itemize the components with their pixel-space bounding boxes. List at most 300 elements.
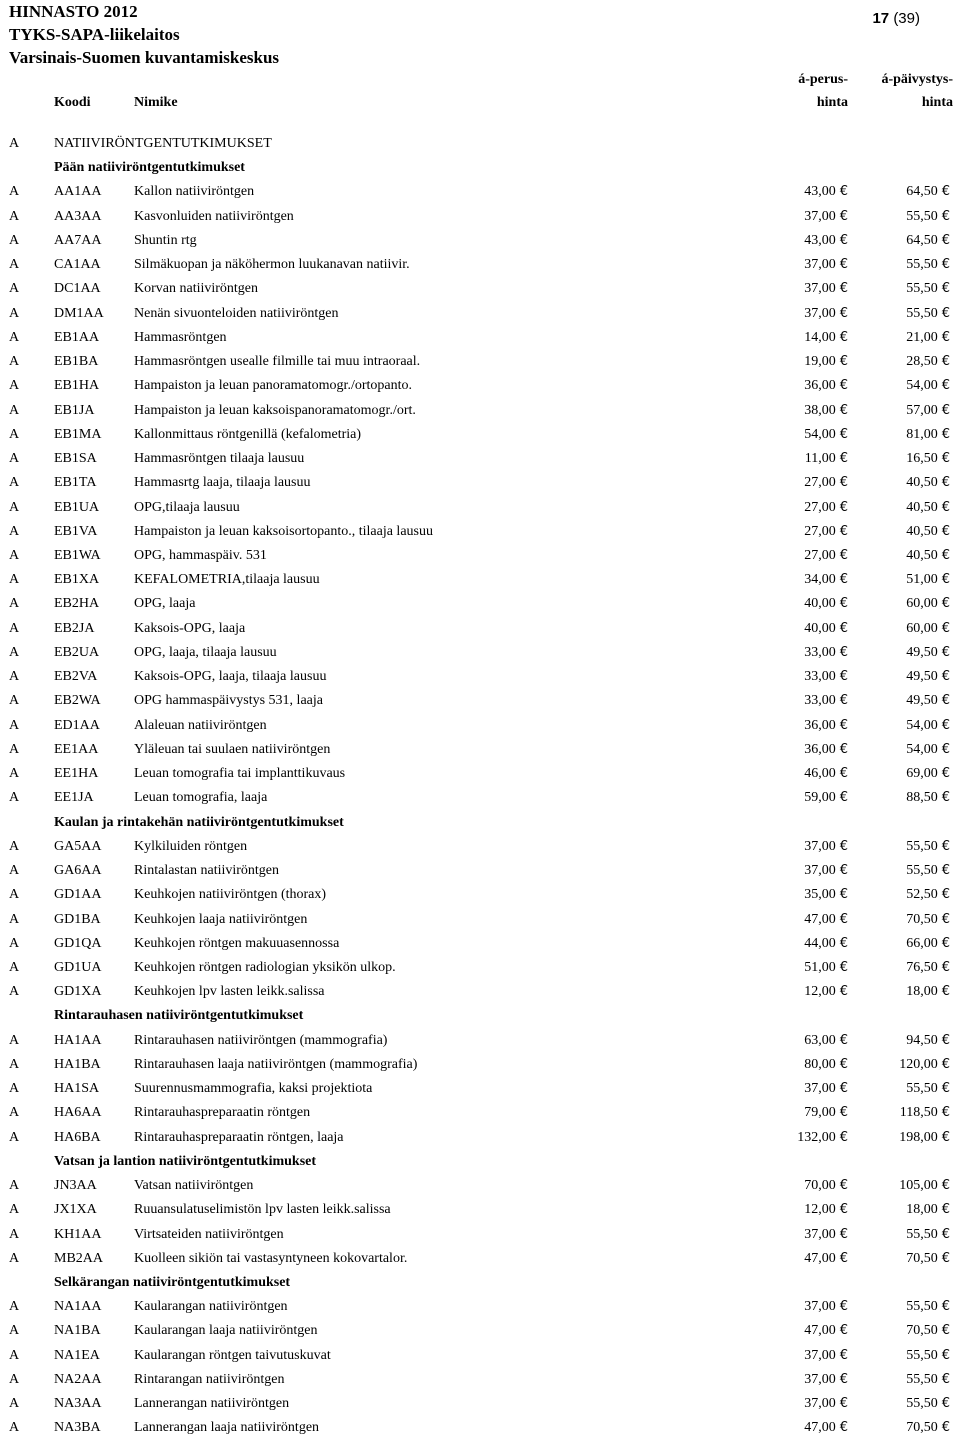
emergency-price [899,1174,950,1198]
item-name: Rintalastan natiiviröntgen [134,863,280,879]
category-letter: A [9,596,20,612]
emergency-price-value: 118,50 [899,1105,938,1121]
base-price-value: 132,00 [797,1129,836,1145]
item-code: GA6AA [54,863,102,879]
column-header-emergency-price [881,68,953,114]
emergency-price [906,302,950,326]
item-name: Kaksois-OPG, laaja [134,620,246,636]
item-code: AA7AA [54,232,102,248]
euro-symbol: € [941,232,950,248]
base-price-value: 37,00 [804,1226,836,1242]
emergency-price-value: 40,50 [906,475,938,491]
group-heading-row [0,156,960,180]
euro-symbol: € [839,1299,848,1315]
item-code: EB1WA [54,547,101,563]
euro-symbol: € [839,1032,848,1048]
base-price [804,1368,848,1392]
item-name: Keuhkojen natiiviröntgen (thorax) [134,887,327,903]
base-price-value: 44,00 [804,935,836,951]
category-letter: A [9,717,20,733]
emergency-price [906,229,950,253]
category-letter: A [9,766,20,782]
euro-symbol: € [839,1347,848,1363]
item-name: Hammasröntgen tilaaja lausuu [134,451,305,467]
category-letter: A [9,378,20,394]
emergency-price [906,520,950,544]
base-price [804,1247,848,1271]
table-row [0,1368,960,1392]
euro-symbol: € [941,475,950,491]
table-row [0,350,960,374]
item-name: Kallon natiiviröntgen [134,184,255,200]
euro-symbol: € [839,911,848,927]
euro-symbol: € [839,1420,848,1436]
item-code: JN3AA [54,1178,97,1194]
category-letter: A [9,911,20,927]
table-row [0,229,960,253]
base-price [804,617,848,641]
emergency-price [906,786,950,810]
emergency-price [906,205,950,229]
base-price [804,835,848,859]
euro-symbol: € [941,984,950,1000]
euro-symbol: € [839,790,848,806]
base-price [804,1416,848,1440]
euro-symbol: € [839,547,848,563]
item-name: OPG,tilaaja lausuu [134,499,240,515]
item-name: Lannerangan natiiviröntgen [134,1396,290,1412]
base-price [804,253,848,277]
item-code: GD1UA [54,959,102,975]
emergency-price [906,980,950,1004]
category-letter: A [9,523,20,539]
euro-symbol: € [941,620,950,636]
item-code: NA1AA [54,1299,102,1315]
base-price-value: 27,00 [804,547,836,563]
base-price-value: 51,00 [804,959,836,975]
base-price [804,786,848,810]
base-price [804,1295,848,1319]
base-price-value: 33,00 [804,669,836,685]
emergency-price-value: 55,50 [906,1396,938,1412]
category-letter: A [9,984,20,1000]
item-code: HA1SA [54,1081,100,1097]
base-price [804,471,848,495]
base-price [804,932,848,956]
item-name: Kaularangan laaja natiiviröntgen [134,1323,318,1339]
base-price-value: 37,00 [804,281,836,297]
item-name: Keuhkojen lpv lasten leikk.salissa [134,984,325,1000]
euro-symbol: € [941,1299,950,1315]
emergency-price [906,738,950,762]
base-price-value: 79,00 [804,1105,836,1121]
base-price-value: 11,00 [804,451,836,467]
base-price [804,277,848,301]
emergency-price [900,1101,950,1125]
item-name: Rintarangan natiiviröntgen [134,1371,285,1387]
base-price [804,762,848,786]
table-row [0,1126,960,1150]
group-heading-row [0,1150,960,1174]
emergency-price-value: 49,50 [906,644,938,660]
item-name: Hammasrtg laaja, tilaaja lausuu [134,475,311,491]
euro-symbol: € [839,305,848,321]
emergency-price-value: 66,00 [906,935,938,951]
item-code: EB1JA [54,402,95,418]
euro-symbol: € [839,426,848,442]
euro-symbol: € [941,1371,950,1387]
item-code: EB1VA [54,523,98,539]
emergency-price-value: 55,50 [906,838,938,854]
euro-symbol: € [839,693,848,709]
base-price [804,1344,848,1368]
emergency-price [906,641,950,665]
euro-symbol: € [941,1105,950,1121]
emergency-price [906,326,950,350]
category-letter: A [9,1323,20,1339]
category-letter: A [9,1202,20,1218]
euro-symbol: € [941,766,950,782]
euro-symbol: € [839,741,848,757]
document-header [9,0,279,69]
emergency-price-value: 51,00 [906,572,938,588]
base-price-value: 43,00 [804,232,836,248]
base-price [804,980,848,1004]
table-row [0,1198,960,1222]
item-name: Hampaiston ja leuan panoramatomogr./ortopanto. [134,378,412,394]
emergency-price [906,471,950,495]
emergency-price [906,180,950,204]
table-row [0,908,960,932]
category-letter: A [9,644,20,660]
table-row [0,883,960,907]
page-number [872,10,920,27]
euro-symbol: € [839,959,848,975]
base-price-value: 43,00 [804,184,836,200]
base-price-value: 37,00 [804,1081,836,1097]
item-name: OPG, laaja [134,596,196,612]
emergency-price-value: 60,00 [906,596,938,612]
euro-symbol: € [941,523,950,539]
euro-symbol: € [839,766,848,782]
emergency-price [906,496,950,520]
euro-symbol: € [839,281,848,297]
table-row [0,568,960,592]
euro-symbol: € [839,1129,848,1145]
table-row [0,277,960,301]
base-price-value: 37,00 [804,1347,836,1363]
header-department: Varsinais-Suomen kuvantamiskeskus [9,48,280,67]
table-row [0,1029,960,1053]
euro-symbol: € [839,184,848,200]
category-letter: A [9,1032,20,1048]
category-letter: A [9,1250,20,1266]
base-price-value: 27,00 [804,523,836,539]
emergency-price-value: 55,50 [906,305,938,321]
euro-symbol: € [941,596,950,612]
category-letter: A [9,257,20,273]
base-price [804,1053,848,1077]
item-name: OPG, hammaspäiv. 531 [134,547,267,563]
base-price-value: 54,00 [804,426,836,442]
table-row [0,1416,960,1440]
category-letter: A [9,329,20,345]
euro-symbol: € [839,863,848,879]
euro-symbol: € [941,1250,950,1266]
emergency-price [906,374,950,398]
item-name: Korvan natiiviröntgen [134,281,259,297]
euro-symbol: € [839,717,848,733]
item-code: EB2WA [54,693,101,709]
base-price [805,447,848,471]
category-letter: A [9,1226,20,1242]
emergency-price-value: 54,00 [906,741,938,757]
base-price [804,908,848,932]
emergency-price-value: 55,50 [906,281,938,297]
group-title: Selkärangan natiiviröntgentutkimukset [54,1275,291,1291]
item-name: Hampaiston ja leuan kaksoisortopanto., tilaaja lausuu [134,523,433,539]
table-row [0,738,960,762]
euro-symbol: € [839,620,848,636]
emergency-price-value: 40,50 [906,523,938,539]
base-price [804,859,848,883]
item-code: EB1BA [54,354,99,370]
euro-symbol: € [941,329,950,345]
table-row [0,496,960,520]
category-letter: A [9,620,20,636]
euro-symbol: € [941,887,950,903]
euro-symbol: € [839,596,848,612]
table-row [0,932,960,956]
category-letter: A [9,693,20,709]
table-row [0,762,960,786]
base-price [804,568,848,592]
base-price-value: 40,00 [804,596,836,612]
item-code: HA6AA [54,1105,102,1121]
item-name: KEFALOMETRIA,tilaaja lausuu [134,572,320,588]
item-name: Lannerangan laaja natiiviröntgen [134,1420,320,1436]
item-code: NA1EA [54,1347,100,1363]
base-price-value: 27,00 [804,475,836,491]
table-row [0,1053,960,1077]
emergency-price [906,592,950,616]
euro-symbol: € [839,669,848,685]
table-row [0,665,960,689]
emergency-price [906,544,950,568]
emergency-price-value: 70,50 [906,911,938,927]
euro-symbol: € [941,717,950,733]
euro-symbol: € [839,1250,848,1266]
euro-symbol: € [941,1056,950,1072]
item-code: EE1HA [54,766,99,782]
category-letter: A [9,1081,20,1097]
euro-symbol: € [839,402,848,418]
base-price-value: 37,00 [804,863,836,879]
emergency-price [906,447,950,471]
table-row [0,374,960,398]
category-letter: A [9,208,20,224]
item-code: EE1JA [54,790,94,806]
emergency-price-value: 64,50 [906,184,938,200]
euro-symbol: € [839,887,848,903]
base-price-value: 37,00 [804,257,836,273]
category-letter: A [9,402,20,418]
euro-symbol: € [941,1323,950,1339]
emergency-price [906,714,950,738]
emergency-price-value: 52,50 [906,887,938,903]
base-price-value: 40,00 [804,620,836,636]
item-name: Alaleuan natiiviröntgen [134,717,267,733]
table-row [0,786,960,810]
euro-symbol: € [941,257,950,273]
emergency-price [906,1295,950,1319]
emergency-price-value: 18,00 [906,984,938,1000]
euro-symbol: € [839,1081,848,1097]
emergency-price-value: 69,00 [906,766,938,782]
emergency-price [906,859,950,883]
base-price-value: 63,00 [804,1032,836,1048]
group-title: Pään natiiviröntgentutkimukset [54,160,245,176]
euro-symbol: € [941,959,950,975]
emergency-price-value: 70,50 [906,1250,938,1266]
item-code: KH1AA [54,1226,102,1242]
base-price [804,229,848,253]
item-code: JX1XA [54,1202,97,1218]
euro-symbol: € [839,451,848,467]
category-letter: A [9,1056,20,1072]
header-organization: TYKS-SAPA-liikelaitos [9,25,180,44]
base-price [797,1126,848,1150]
euro-symbol: € [941,1202,950,1218]
group-title: Kaulan ja rintakehän natiiviröntgentutkimukset [54,814,344,830]
item-name: Kylkiluiden röntgen [134,838,248,854]
table-row [0,544,960,568]
euro-symbol: € [941,935,950,951]
euro-symbol: € [941,1178,950,1194]
table-row [0,641,960,665]
item-code: NA3BA [54,1420,101,1436]
base-price [804,496,848,520]
base-price-value: 36,00 [804,741,836,757]
euro-symbol: € [839,838,848,854]
table-row [0,1174,960,1198]
euro-symbol: € [941,911,950,927]
emergency-price [906,1416,950,1440]
item-name: Nenän sivuonteloiden natiiviröntgen [134,305,339,321]
category-letter: A [9,887,20,903]
category-letter: A [9,281,20,297]
base-price [804,520,848,544]
item-code: EB1HA [54,378,100,394]
item-name: Kaularangan natiiviröntgen [134,1299,288,1315]
header-title: HINNASTO 2012 [9,2,138,21]
euro-symbol: € [839,984,848,1000]
euro-symbol: € [941,669,950,685]
emergency-price-value: 198,00 [899,1129,938,1145]
emergency-price [906,1392,950,1416]
item-code: EB2UA [54,644,100,660]
euro-symbol: € [839,1371,848,1387]
emergency-price-value: 55,50 [906,1299,938,1315]
euro-symbol: € [839,1056,848,1072]
item-name: Vatsan natiiviröntgen [134,1178,254,1194]
emergency-price [906,399,950,423]
item-code: DM1AA [54,305,104,321]
base-price [804,1029,848,1053]
euro-symbol: € [839,208,848,224]
item-code: EB2VA [54,669,98,685]
category-letter: A [9,790,20,806]
base-price [804,592,848,616]
base-price-value: 37,00 [804,1396,836,1412]
emergency-price [906,1319,950,1343]
base-price [804,883,848,907]
group-heading-row [0,811,960,835]
item-code: AA1AA [54,184,102,200]
item-name: Keuhkojen röntgen radiologian yksikön ulkop. [134,959,396,975]
category-letter: A [9,451,20,467]
table-row [0,1392,960,1416]
base-price [804,350,848,374]
base-price-value: 14,00 [804,329,836,345]
base-price [804,1392,848,1416]
table-row [0,714,960,738]
emergency-price [906,423,950,447]
emergency-price [906,883,950,907]
table-row [0,180,960,204]
group-heading-row [0,1004,960,1028]
euro-symbol: € [839,935,848,951]
euro-symbol: € [941,1032,950,1048]
table-row [0,956,960,980]
item-code: GD1AA [54,887,102,903]
emergency-price [906,908,950,932]
base-price-value: 33,00 [804,693,836,709]
euro-symbol: € [941,208,950,224]
emergency-price-value: 21,00 [906,329,938,345]
section-heading-row [0,132,960,156]
emergency-price-value: 54,00 [906,378,938,394]
base-price [804,399,848,423]
emergency-price-value: 55,50 [906,1371,938,1387]
emergency-price [906,1029,950,1053]
euro-symbol: € [941,1347,950,1363]
emergency-price [906,835,950,859]
euro-symbol: € [941,547,950,563]
base-price [804,641,848,665]
base-price [804,1198,848,1222]
item-name: Kaularangan röntgen taivutuskuvat [134,1347,331,1363]
emergency-price-value: 55,50 [906,1081,938,1097]
euro-symbol: € [941,1396,950,1412]
emergency-price [906,253,950,277]
category-letter: A [9,1299,20,1315]
emergency-price [906,1198,950,1222]
euro-symbol: € [941,790,950,806]
table-row [0,1319,960,1343]
category-letter: A [9,1129,20,1145]
base-price-value: 47,00 [804,911,836,927]
item-name: OPG hammaspäivystys 531, laaja [134,693,323,709]
item-code: ED1AA [54,717,100,733]
base-price [804,180,848,204]
category-letter: A [9,935,20,951]
table-row [0,592,960,616]
category-letter: A [9,426,20,442]
category-letter: A [9,959,20,975]
base-price [804,423,848,447]
euro-symbol: € [941,354,950,370]
